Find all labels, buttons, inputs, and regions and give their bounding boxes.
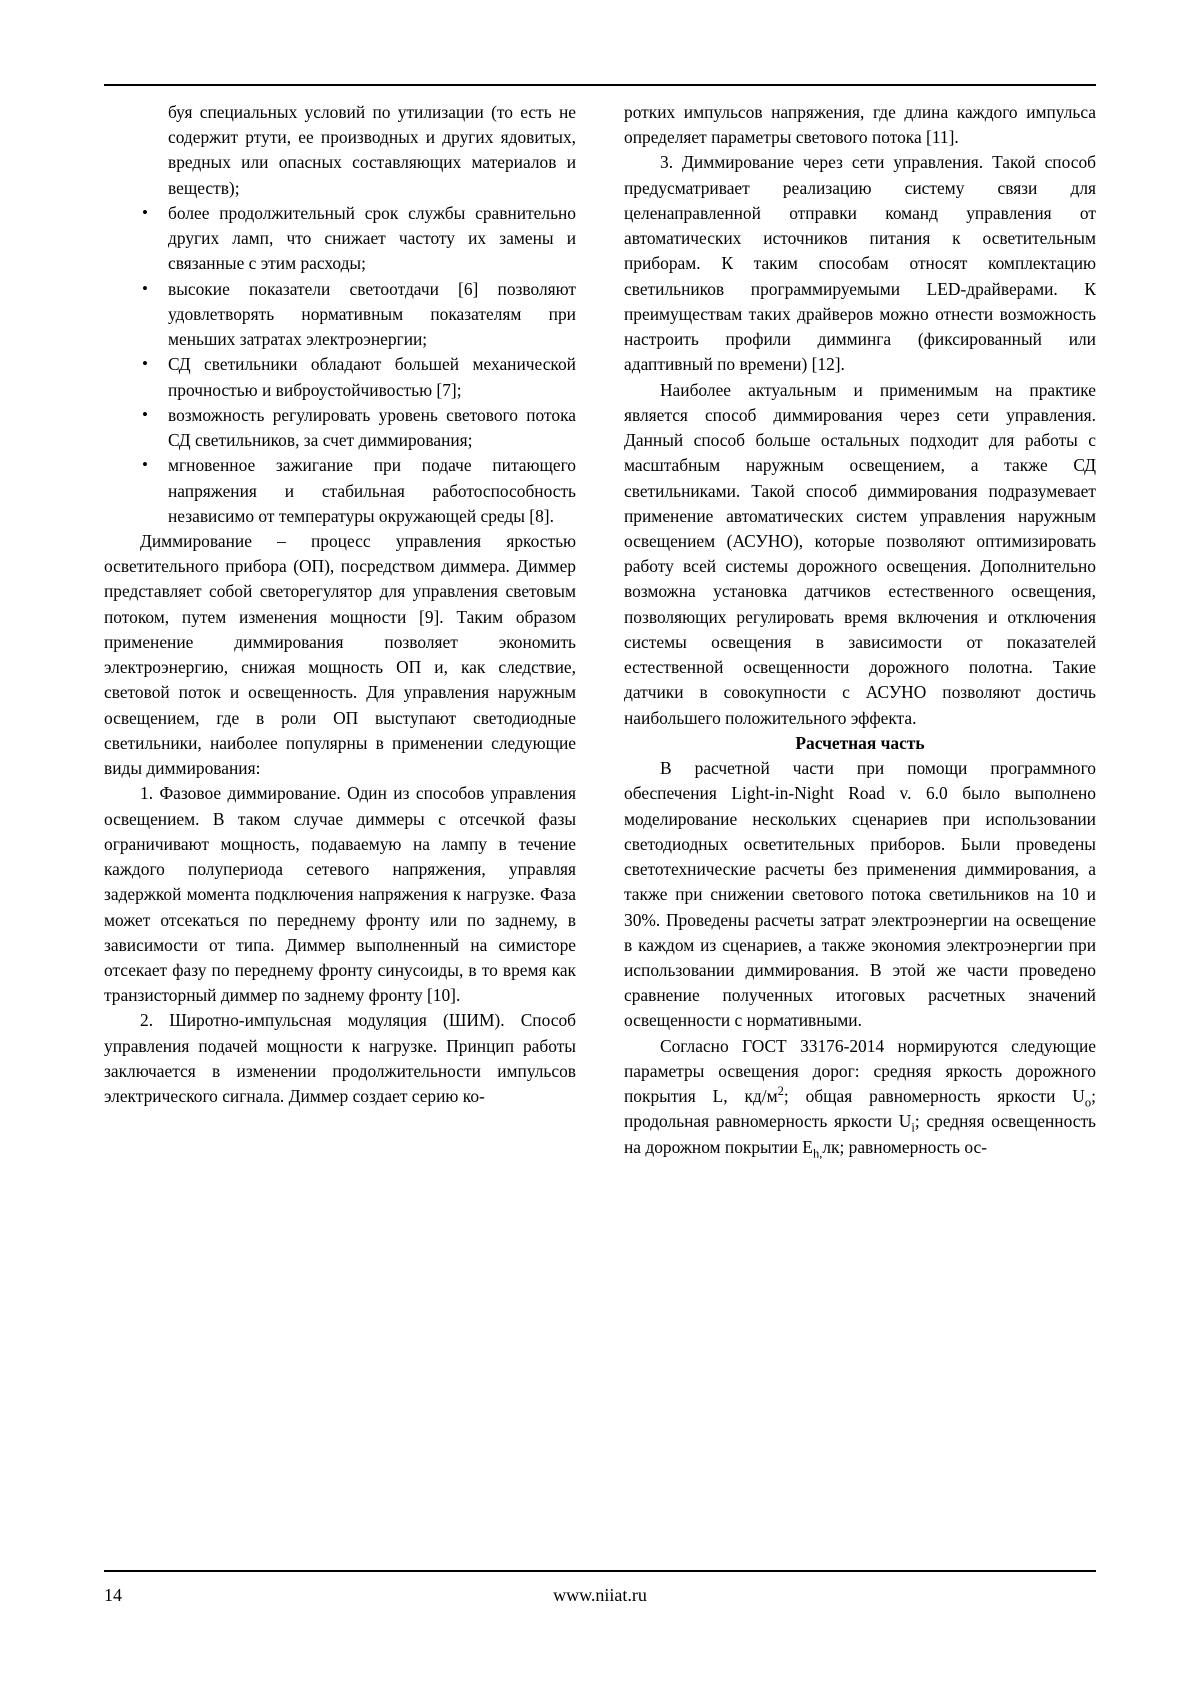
bullet-list bbox=[104, 201, 576, 529]
continued-list-item: буя специальных условий по утилизации (то есть не содержит ртути, ее производных и других ядовитых, вредных или опасных составляющих материалов и веществ); bbox=[168, 102, 576, 198]
list-item-text: возможность регулировать уровень светового потока СД светильников, за счет диммирования; bbox=[168, 404, 576, 451]
footer-rule bbox=[104, 1570, 1096, 1572]
section-heading-calculation: Расчетная часть bbox=[795, 732, 925, 753]
paragraph-network-dimming: 3. Диммирование через сети управления. Такой способ предусматривает реализацию систему связи для целенаправленной отправки команд управления от автоматических источников питания к осветительным приборам. К таким способам относят комплектацию светильников программируемыми LED-драйверами. К преимуществам таких драйверов можно отнести возможность настроить профили димминга (фиксированный или адаптивный по времени) [12]. bbox=[624, 152, 1096, 375]
header-rule bbox=[104, 84, 1096, 86]
paragraph-pwm-continued: ротких импульсов напряжения, где длина каждого импульса определяет параметры светового потока [11]. bbox=[624, 102, 1096, 148]
list-item bbox=[104, 453, 576, 529]
gost-text-part4: ; средняя освещенность на дорожном покрытии E bbox=[624, 1111, 1096, 1157]
bullet-icon: • bbox=[142, 455, 148, 475]
page-number: 14 bbox=[104, 1585, 122, 1605]
page-footer bbox=[104, 1585, 1096, 1615]
bullet-icon: • bbox=[142, 404, 148, 424]
left-column bbox=[104, 100, 576, 1550]
gost-text-part2: ; общая равномерность яркости U bbox=[783, 1086, 1085, 1107]
gost-sub-h: h, bbox=[812, 1146, 823, 1161]
list-item-text: высокие показатели светоотдачи [6] позволяют удовлетворять нормативным показателям при меньших затратах электроэнергии; bbox=[168, 278, 576, 350]
footer-site-url: www.niiat.ru bbox=[553, 1585, 647, 1605]
paragraph-gost-parameters bbox=[624, 1034, 1096, 1160]
list-item-text: СД светильники обладают большей механической прочностью и виброустойчивостью [7]; bbox=[168, 354, 576, 400]
paragraph-pwm: 2. Широтно-импульсная модуляция (ШИМ). Способ управления подачей мощности к нагрузке. Принцип работы заключается в изменении продолжительности импульсов электрического сигнала. Диммер создает серию ко- bbox=[104, 1010, 576, 1107]
bullet-icon: • bbox=[142, 202, 148, 222]
paragraph-most-relevant: Наиболее актуальным и применимым на практике является способ диммирования через сети управления. Данный способ больше остальных подходит для работы с масштабным наружным освещением, а также СД светильниками. Такой способ диммирования подразумевает применение автоматических систем управления наружным освещением (АСУНО), которые позволяют оптимизировать работу всей системы дорожного освещения. Дополнительно возможна установка датчиков естественного освещения, позволяющих регулировать время включения и отключения системы освещения в зависимости от показателей естественной освещенности дорожного полотна. Такие датчики в совокупности с АСУНО позволяют достичь наибольшего положительного эффекта. bbox=[624, 379, 1096, 728]
paragraph-calculation-intro: В расчетной части при помощи программного обеспечения Light-in-Night Road v. 6.0 было выполнено моделирование нескольких сценариев при использовании светодиодных осветительных приборов. Были проведены светотехнические расчеты без применения диммирования, а также при снижении светового потока светильников на 10 и 30%. Проведены расчеты затрат электроэнергии на освещение в каждом из сценариев, а также экономия электроэнергии при использовании диммирования. В этой же части проведено сравнение полученных итоговых расчетных значений освещенности с нормативными. bbox=[624, 758, 1096, 1031]
gost-text-part3: ; продольная равномерность яркости U bbox=[624, 1086, 1096, 1132]
two-column-body bbox=[104, 100, 1096, 1550]
list-item bbox=[104, 201, 576, 277]
gost-sup-squared: 2 bbox=[777, 1084, 784, 1099]
right-column bbox=[624, 100, 1096, 1550]
gost-text-part1: Согласно ГОСТ 33176-2014 нормируются следующие параметры освещения дорог: средняя яркость дорожного покрытия L, кд/м bbox=[624, 1035, 1096, 1107]
gost-sub-o: o bbox=[1084, 1095, 1092, 1110]
gost-text-part5: лк; равномерность ос- bbox=[822, 1136, 988, 1157]
list-item-text: мгновенное зажигание при подаче питающего напряжения и стабильная работоспособность независимо от температуры окружающей среды [8]. bbox=[168, 455, 576, 526]
list-item bbox=[104, 403, 576, 453]
gost-sub-i: i bbox=[911, 1120, 915, 1135]
list-item-text: более продолжительный срок службы сравнительно других ламп, что снижает частоту их замены и связанные с этим расходы; bbox=[168, 202, 576, 274]
paragraph-dimming-definition: Диммирование – процесс управления яркостью осветительного прибора (ОП), посредством диммера. Диммер представляет собой светорегулятор для управления световым потоком, путем изменения мощности [9]. Таким образом применение диммирования позволяет экономить электроэнергию, снижая мощность ОП и, как следствие, световой поток и освещенность. Для управления наружным освещением, где в роли ОП выступают светодиодные светильники, наиболее популярны в применении следующие виды диммирования: bbox=[104, 530, 576, 779]
bullet-icon: • bbox=[142, 354, 148, 374]
bullet-icon: • bbox=[142, 278, 148, 298]
list-item bbox=[104, 352, 576, 402]
list-item bbox=[104, 277, 576, 353]
paragraph-phase-dimming: 1. Фазовое диммирование. Один из способов управления освещением. В таком случае диммеры с отсечкой фазы ограничивают мощность, подаваемую на лампу в течение каждого полупериода сетевого напряжения, управляя задержкой момента подключения напряжения к нагрузке. Фаза может отсекаться по переднему фронту или по заднему, в зависимости от типа. Диммер выполненный на симисторе отсекает фазу по переднему фронту синусоиды, в то время как транзисторный диммер по заднему фронту [10]. bbox=[104, 783, 576, 1006]
